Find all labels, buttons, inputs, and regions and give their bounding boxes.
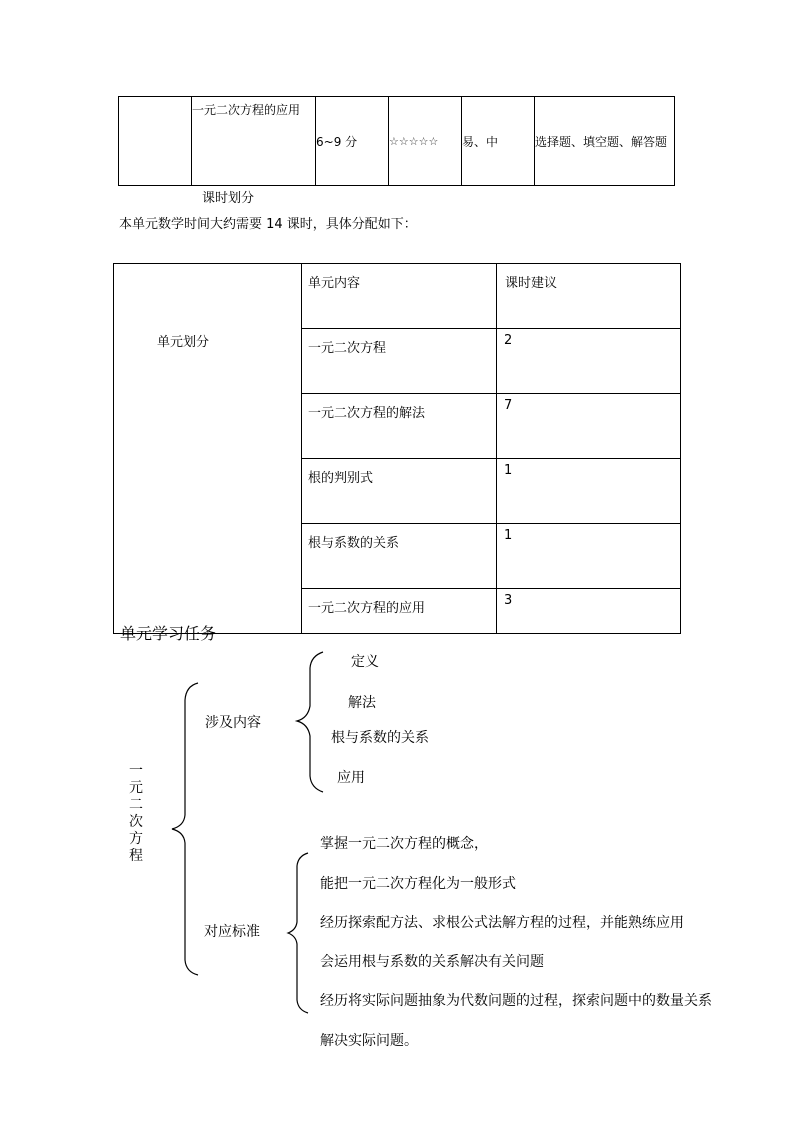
root-char: 二: [129, 797, 143, 813]
content-item: 定义: [351, 654, 379, 670]
branch-content-label: 涉及内容: [205, 715, 261, 731]
unit-content: 一元二次方程: [308, 341, 387, 356]
standard-item: 能把一元二次方程化为一般形式: [320, 876, 516, 892]
unit-hours: 1: [504, 528, 513, 543]
intro-paragraph: 本单元数学时间大约需要 14 课时，具体分配如下：: [119, 217, 417, 232]
unit-content: 根的判别式: [308, 471, 374, 486]
question-types-text: 选择题、填空题、解答题: [535, 134, 668, 149]
unit-content: 一元二次方程的应用: [308, 601, 426, 616]
column-header-content: 单元内容: [308, 276, 361, 291]
standard-item: 经历将实际问题抽象为代数问题的过程，探索问题中的数量关系: [320, 993, 712, 1009]
unit-division-label: 单元划分: [157, 335, 210, 350]
root-char: 程: [129, 848, 143, 864]
unit-hours: 3: [504, 593, 513, 608]
standard-item: 会运用根与系数的关系解决有关问题: [320, 954, 544, 970]
unit-hours: 1: [504, 463, 513, 478]
topic-text: 一元二次方程的应用: [192, 103, 301, 117]
root-char: 一: [129, 763, 143, 779]
unit-hours: 7: [504, 398, 513, 413]
unit-content: 根与系数的关系: [308, 536, 400, 551]
main-brace: [172, 683, 198, 975]
content-item: 根与系数的关系: [331, 730, 429, 746]
content-brace: [297, 652, 323, 792]
stars-text: ☆☆☆☆☆: [389, 135, 439, 148]
branch-standard-label: 对应标准: [204, 924, 260, 940]
standard-item: 解决实际问题。: [320, 1033, 418, 1049]
root-label: [128, 763, 144, 865]
standard-item: 掌握一元二次方程的概念，: [320, 836, 488, 852]
root-char: 元: [129, 780, 143, 796]
root-char: 方: [129, 831, 143, 847]
difficulty-text: 易、中: [462, 134, 499, 149]
tasks-heading: 单元学习任务: [120, 624, 217, 643]
content-item: 应用: [337, 770, 365, 786]
unit-hours: 2: [504, 333, 513, 348]
content-item: 解法: [348, 695, 376, 711]
column-header-hours: 课时建议: [505, 276, 558, 291]
standard-brace: [288, 853, 308, 1013]
score-text: 6~9 分: [316, 134, 358, 149]
root-char: 次: [129, 814, 143, 830]
unit-content: 一元二次方程的解法: [308, 406, 426, 421]
standard-item: 经历探索配方法、求根公式法解方程的过程，并能熟练应用: [320, 915, 684, 931]
section-caption: 课时划分: [202, 191, 255, 206]
